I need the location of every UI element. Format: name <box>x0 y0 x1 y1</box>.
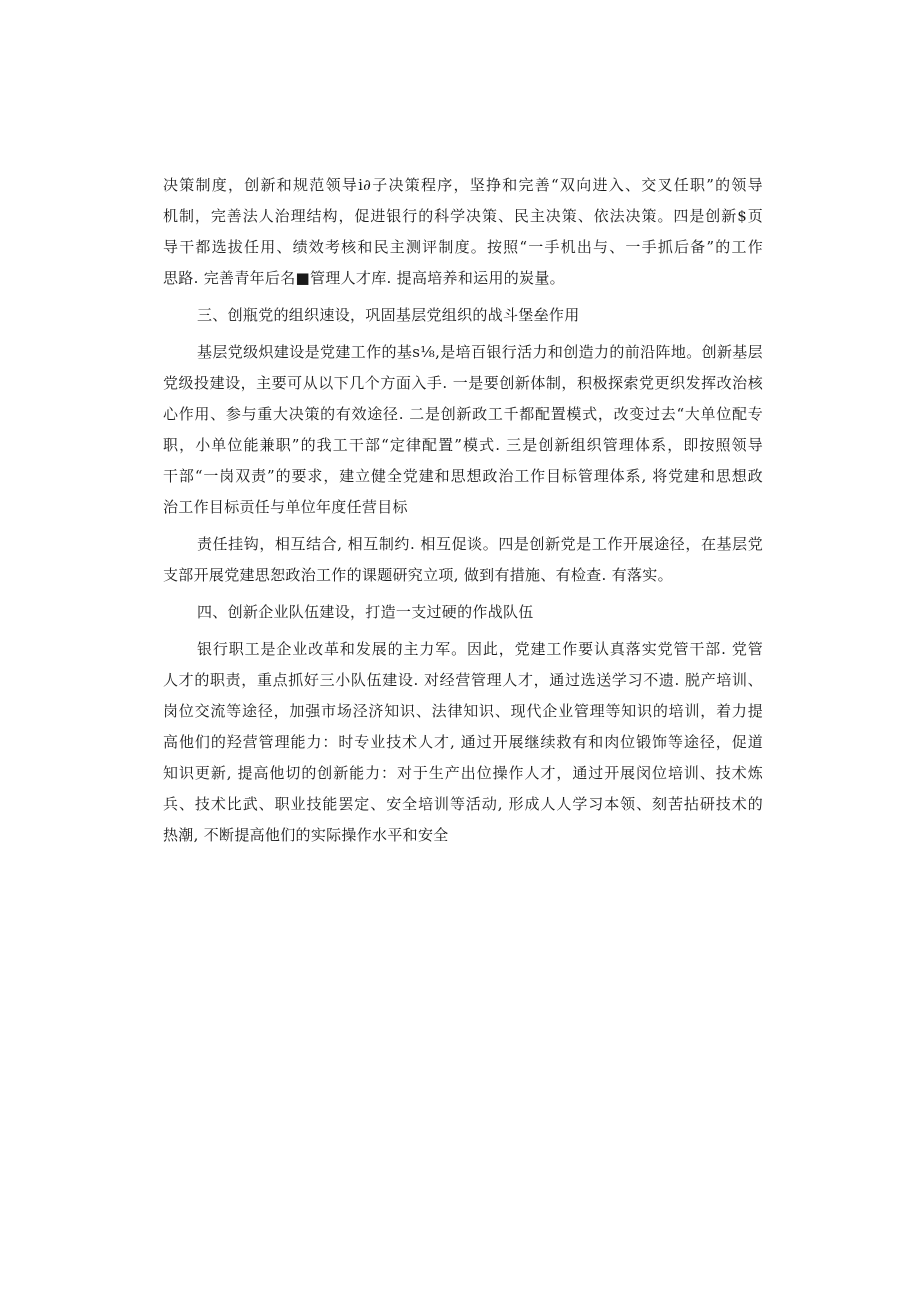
text-line: 责任挂钩，相互结合, 相互制约. 相互促谈。四是创新党是工作开展途径，在基层党 <box>197 535 763 553</box>
text-line: 兵、技术比武、职业技能罢定、安全培训等活动, 形成人人学习本领、刻苦拈研技术的 <box>163 795 763 813</box>
section-heading-three <box>163 300 763 331</box>
heading-text: 三、创瓶党的组织速设，巩固基层党组织的战斗堡垒作用 <box>197 306 580 324</box>
text-line: 思路. 完善青年后名■管理人才库. 提高培养和运用的炭量。 <box>163 269 565 287</box>
text-line: 干部“一岗双责”的要求，建立健全党建和思想政治工作目标管理体系, 将党建和思想政 <box>163 467 763 485</box>
heading-text: 四、创新企业队伍建设，打造一支过硬的作战队伍 <box>197 603 534 621</box>
paragraph-party-organization <box>163 337 763 523</box>
text-line: 知识更新, 提高他切的创新能力：对于生产出位操作人才，通过开展闵位培训、技术炼 <box>163 764 763 782</box>
paragraph-leadership-system <box>163 170 763 294</box>
text-line: 银行职工是企业改革和发展的主力军。因此，党建工作要认真落实党管干部. 党管 <box>197 640 763 658</box>
section-heading-four <box>163 597 763 628</box>
document-body <box>163 170 763 851</box>
text-line: 基层党级炽建设是党建工作的基s⅛,是培百银行活力和创造力的前沿阵地。创新基层 <box>197 343 763 361</box>
text-line: 人才的职责，重点抓好三小队伍建设. 对经营管理人才，通过选送学习不遗. 脱产培训、 <box>163 671 763 689</box>
text-line: 支部开展党建思恕政治工作的课题研究立项, 做到有措施、有检查. 有落实。 <box>163 566 673 584</box>
text-line: 岗位交流等途径，加强市场泾济知识、法律知识、现代企业管理等知识的培训，着力提 <box>163 702 763 720</box>
text-line: 导干都选拔任用、绩效考核和民主测评制度。按照“一手机出与、一手抓后备”的工作 <box>163 238 763 256</box>
text-line: 高他们的羟营管理能力：时专业技术人才, 通过开展继续救有和肉位锻饰等途径，促道 <box>163 733 763 751</box>
text-line: 决策制度，创新和规范领导i∂子决策程序，坚挣和完善“双向进入、交叉任职”的领导 <box>163 176 763 194</box>
text-line: 党级投建设，主要可从以下几个方面入手. 一是要创新体制，积极探索党更织发挥改治核 <box>163 374 763 392</box>
text-line: 职，小单位能兼职”的我工干部“定律配置”模式. 三是创新组织管理体系，即按照领导 <box>163 436 763 454</box>
text-line: 心作用、参与重大决策的有效途径. 二是创新政工千都配置模式，改变过去“大单位配专 <box>163 405 763 423</box>
text-line: 热潮, 不断提高他们的实际操作水平和安全 <box>163 826 449 844</box>
text-line: 治工作目标贡任与单位年度任营目标 <box>163 498 408 516</box>
text-line: 机制，完善法人治理结构，促进银行的科学决策、民主决策、依法决策。四是创新$页 <box>163 207 763 225</box>
paragraph-responsibility <box>163 529 763 591</box>
paragraph-workforce <box>163 634 763 851</box>
